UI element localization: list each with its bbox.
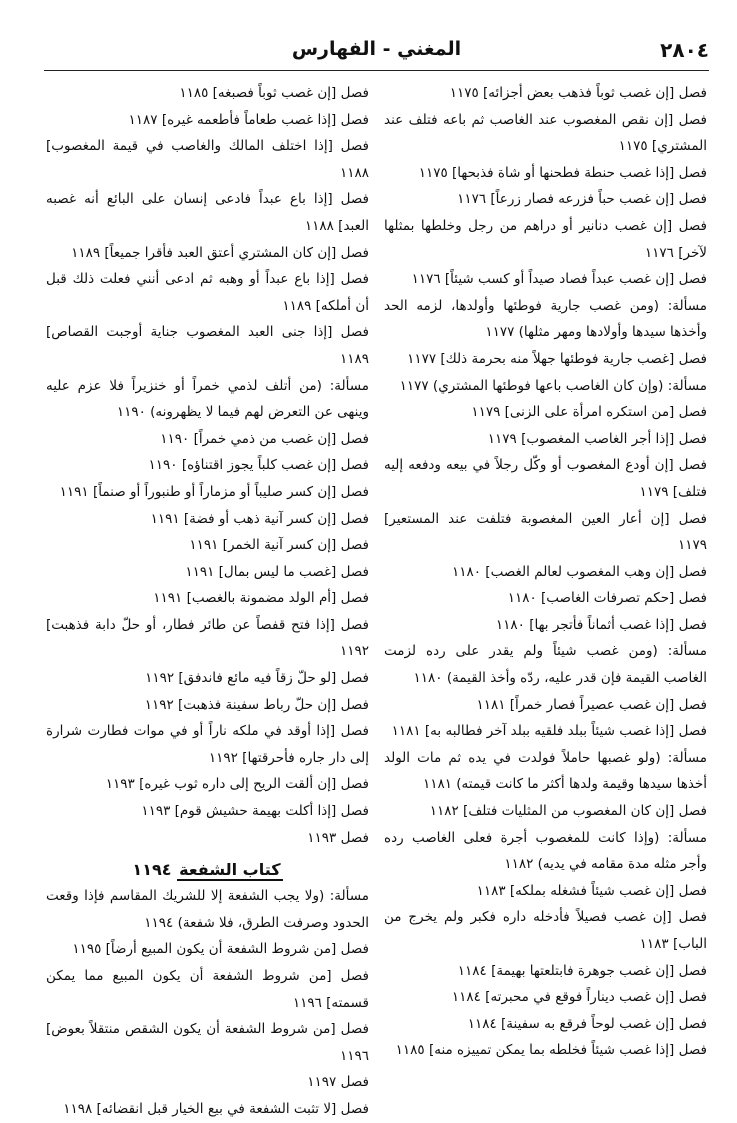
index-entry: فصل [إن غصب كلباً يجوز اقتناؤه] ١١٩٠ <box>148 457 369 474</box>
index-entry: فصل [إذا أكلت بهيمة حشيش قوم] ١١٩٣ <box>141 803 369 820</box>
index-entry: فصل [لو حلّ زقاً فيه مائع فاندفق] ١١٩٢ <box>145 670 369 687</box>
index-entry: فصل [إن غصب جوهرة فابتلعتها بهيمة] ١١٨٤ <box>457 962 707 979</box>
index-entry: فصل [غصب ما ليس بمال] ١١٩١ <box>185 563 369 580</box>
index-column-left <box>46 80 369 1123</box>
section-heading-page: ١١٩٤ <box>132 860 172 880</box>
index-entry: فصل [إن غصب من ذمي خمراً] ١١٩٠ <box>160 430 369 447</box>
index-entry: فصل [إن غصب شيئاً فشغله بملكه] ١١٨٣ <box>476 882 707 899</box>
index-entry: فصل [من شروط الشفعة أن يكون المبيع أرضاً] ١١٩٥ <box>72 941 369 958</box>
index-entry: فصل [إذا جنى العبد المغصوب جناية أوجبت القصاص] ١١٨٩ <box>46 324 369 367</box>
index-entry: فصل [غصب جارية فوطئها جهلاً منه بحرمة ذلك] ١١٧٧ <box>407 350 707 367</box>
index-entry: فصل [إن كان المشتري أعتق العبد فأقرا جميعاً] ١١٨٩ <box>71 244 369 261</box>
index-entry: مسألة: (وإذا كانت للمغصوب أجرة فعلى الغاصب رده وأجر مثله مدة مقامه في يديه) ١١٨٢ <box>384 829 707 873</box>
index-entry: فصل [إن كسر آنية الخمر] ١١٩١ <box>189 537 369 554</box>
index-entry: مسألة: (ومن غصب جارية فوطئها وأولدها، لزمه الحد وأخذها سيدها وأولادها ومهر مثلها) ١١٧٧ <box>384 297 707 341</box>
page-header <box>44 38 709 68</box>
index-entry: فصل [إن غصب حباً فزرعه فصار زرعاً] ١١٧٦ <box>457 191 707 208</box>
index-entry: فصل [من شروط الشفعة أن يكون الشقص منتقلاً بعوض] ١١٩٦ <box>46 1021 369 1064</box>
index-entry: فصل [إن نقص المغصوب عند الغاصب ثم باعه فتلف عند المشتري] ١١٧٥ <box>384 111 707 155</box>
index-entry: فصل [إن أعار العين المغصوبة فتلفت عند المستعير] ١١٧٩ <box>384 510 707 554</box>
index-entry: فصل [إن وهب المغصوب لعالم الغصب] ١١٨٠ <box>452 563 707 580</box>
index-entry: فصل ١١٩٣ <box>307 829 369 846</box>
index-column-right <box>384 80 707 1064</box>
index-entry: مسألة: (من أتلف لذمي خمراً أو خنزيراً فلا عزم عليه وينهى عن التعرض لهم فيما لا يظهرونه) ١١٩٠ <box>46 377 369 421</box>
index-entry: فصل [إن غصب فصيلاً فأدخله داره فكبر ولم يخرج من الباب] ١١٨٣ <box>384 909 707 952</box>
index-entry: فصل [إن غصب ثوباً فذهب بعض أجزائه] ١١٧٥ <box>449 85 707 101</box>
page-number: ٢٨٠٤ <box>660 38 709 62</box>
index-entry: مسألة: (ولا يجب الشفعة إلا للشريك المقاسم فإذا وقعت الحدود وصرفت الطرق، فلا شفعة) ١١٩٤ <box>46 888 369 931</box>
index-entry: مسألة: (وإن كان الغاصب باعها فوطئها المشتري) ١١٧٧ <box>399 377 707 394</box>
section-heading-title: كتاب الشفعة <box>179 860 281 880</box>
index-entry: فصل [إذا أوقد في ملكه ناراً أو في موات فطارت شرارة إلى دار جاره فأحرقتها] ١١٩٢ <box>46 723 369 766</box>
index-entry: فصل [إن غصب ديناراً فوقع في محبرته] ١١٨٤ <box>451 989 707 1006</box>
index-entries-before-heading <box>46 80 369 851</box>
header-rule <box>44 70 709 71</box>
index-entry: فصل [إذا أجر الغاصب المغصوب] ١١٧٩ <box>487 430 707 447</box>
index-entry: فصل [إذا غصب شيئاً ببلد فلقيه ببلد آخر فطالبه به] ١١٨١ <box>391 723 707 740</box>
section-heading <box>46 857 369 883</box>
index-entry: فصل [إذا باع عبداً أو وهبه ثم ادعى أنني فعلت ذلك قبل أن أملكه] ١١٨٩ <box>46 271 369 314</box>
index-entry: فصل [إن كسر آنية ذهب أو فضة] ١١٩١ <box>150 510 369 527</box>
index-entry: فصل [إذا غصب شيئاً فخلطه بما يمكن تمييزه منه] ١١٨٥ <box>395 1042 707 1059</box>
index-entry: فصل [إن أودع المغصوب أو وكّل رجلاً في بيعه ودفعه إليه فتلف] ١١٧٩ <box>384 457 707 500</box>
index-entry: فصل [إن حلّ رباط سفينة فذهبت] ١١٩٢ <box>144 696 369 713</box>
index-entry: مسألة: (ومن غصب شيئاً ولم يقدر على رده لزمت الغاصب القيمة فإن قدر عليه، ردّه وأخذ القيمة) ١١٨٠ <box>384 643 707 687</box>
running-title: المغني - الفهارس <box>291 38 462 60</box>
index-entries-after-heading <box>46 883 369 1122</box>
index-entry: فصل [إذا غصب طعاماً فأطعمه غيره] ١١٨٧ <box>128 111 369 128</box>
index-entry: فصل [إن غصب ثوباً فصبغه] ١١٨٥ <box>179 85 369 101</box>
index-entry: فصل [إن غصب لوحاً فرقع به سفينة] ١١٨٤ <box>467 1015 707 1032</box>
index-entry: فصل [إذا باع عبداً فادعى إنسان على البائع أنه غصبه العبد] ١١٨٨ <box>46 191 369 234</box>
index-entry: فصل ١١٩٧ <box>307 1074 369 1091</box>
index-entry: فصل [من استكره امرأة على الزنى] ١١٧٩ <box>471 404 707 421</box>
index-entry: فصل [من شروط الشفعة أن يكون المبيع مما يمكن قسمته] ١١٩٦ <box>46 968 369 1011</box>
index-entry: فصل [إن غصب دنانير أو دراهم من رجل وخلطها بمثلها لآخر] ١١٧٦ <box>384 217 707 261</box>
index-entry: فصل [إن كسر صليباً أو مزماراً أو طنبوراً أو صنماً] ١١٩١ <box>59 483 369 500</box>
index-entry: فصل [أم الولد مضمونة بالغصب] ١١٩١ <box>153 590 369 607</box>
index-entry: فصل [إذا فتح قفصاً عن طائر فطار، أو حلّ دابة فذهبت] ١١٩٢ <box>46 616 369 660</box>
index-entry: فصل [إذا اختلف المالك والغاصب في قيمة المغصوب] ١١٨٨ <box>46 138 369 181</box>
index-entry: فصل [إذا غصب حنطة فطحنها أو شاة فذبحها] ١١٧٥ <box>418 164 707 181</box>
index-entry: فصل [لا تثبت الشفعة في بيع الخيار قبل انقضائه] ١١٩٨ <box>63 1100 369 1117</box>
index-entry: فصل [إن كان المغصوب من المثليات فتلف] ١١٨٢ <box>429 803 707 820</box>
index-entry: مسألة: (ولو غصبها حاملاً فولدت في يده ثم مات الولد أخذها سيدها وقيمة ولدها أكثر ما كانت قيمته) ١١٨١ <box>384 749 707 793</box>
index-entry: فصل [إذا غصب أثماناً فأتجر بها] ١١٨٠ <box>495 616 707 633</box>
index-entry: فصل [حكم تصرفات الغاصب] ١١٨٠ <box>507 590 707 607</box>
index-entry: فصل [إن ألقت الريح إلى داره ثوب غيره] ١١٩٣ <box>105 776 369 793</box>
index-entry: فصل [إن غصب عبداً فصاد صيداً أو كسب شيئاً] ١١٧٦ <box>411 271 707 288</box>
index-entry: فصل [إن غصب عصيراً فصار خمراً] ١١٨١ <box>476 696 707 713</box>
